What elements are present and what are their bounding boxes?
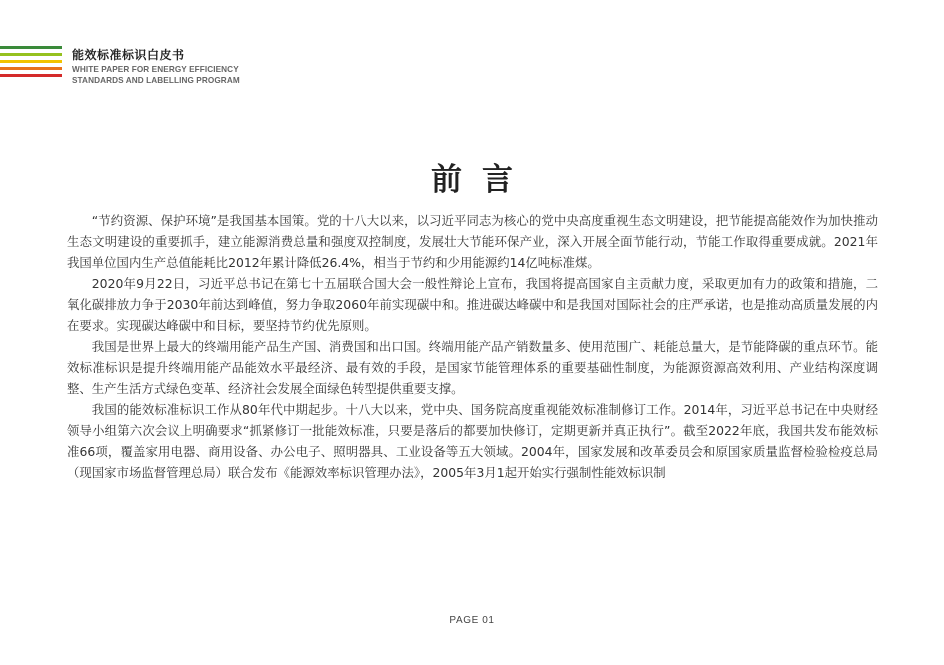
white-paper-title-en-line1: WHITE PAPER FOR ENERGY EFFICIENCY bbox=[72, 65, 239, 74]
paragraph-3: 我国是世界上最大的终端用能产品生产国、消费国和出口国。终端用能产品产销数量多、使用范围广、耗能总量大，是节能降碳的重点环节。能效标准标识是提升终端用能产品能效水平最经济、最有效的手段，是国家节能管理体系的重要基础性制度，为能源资源高效利用、产业结构深度调整、生产生活方式绿色变革、经济社会发展全面绿色转型提供重要支撑。 bbox=[67, 339, 878, 396]
paragraph-4: 我国的能效标准标识工作从80年代中期起步。十八大以来，党中央、国务院高度重视能效标准制修订工作。2014年，习近平总书记在中央财经领导小组第六次会议上明确要求“抓紧修订一批能效标准，只要是落后的都要加快修订，定期更新并真正执行”。截至2022年底，我国共发布能效标准66项，覆盖家用电器、商用设备、办公电子、照明器具、工业设备等五大领域。2004年，国家发展和改革委员会和原国家质量监督检验检疫总局（现国家市场监督管理总局）联合发布《能源效率标识管理办法》，2005年3月1起开始实行强制性能效标识制 bbox=[67, 402, 878, 480]
energy-label-stripe-red bbox=[0, 74, 62, 77]
paragraph-1: “节约资源、保护环境”是我国基本国策。党的十八大以来，以习近平同志为核心的党中央高度重视生态文明建设，把节能提高能效作为加快推动生态文明建设的重要抓手，建立能源消费总量和强度双控制度，发展壮大节能环保产业，深入开展全面节能行动，节能工作取得重要成就。2021年我国单位国内生产总值能耗比2012年累计降低26.4%，相当于节约和少用能源约14亿吨标准煤。 bbox=[67, 213, 878, 270]
preface-body bbox=[67, 210, 878, 483]
white-paper-title-cn: 能效标准标识白皮书 bbox=[72, 48, 185, 62]
white-paper-title-en-line2: STANDARDS AND LABELLING PROGRAM bbox=[72, 76, 240, 85]
page-number: PAGE 01 bbox=[449, 615, 495, 626]
page-title: 前言 bbox=[431, 161, 533, 198]
energy-label-stripe-yellow bbox=[0, 60, 62, 63]
energy-label-stripe-orange bbox=[0, 67, 62, 70]
paragraph-2: 2020年9月22日，习近平总书记在第七十五届联合国大会一般性辩论上宣布，我国将提高国家自主贡献力度，采取更加有力的政策和措施，二氧化碳排放力争于2030年前达到峰值，努力争取2060年前实现碳中和。推进碳达峰碳中和是我国对国际社会的庄严承诺，也是推动高质量发展的内在要求。实现碳达峰碳中和目标，要坚持节约优先原则。 bbox=[67, 276, 878, 333]
document-header bbox=[0, 46, 260, 86]
energy-label-stripe-green-light bbox=[0, 53, 62, 56]
energy-label-stripe-green-dark bbox=[0, 46, 62, 49]
